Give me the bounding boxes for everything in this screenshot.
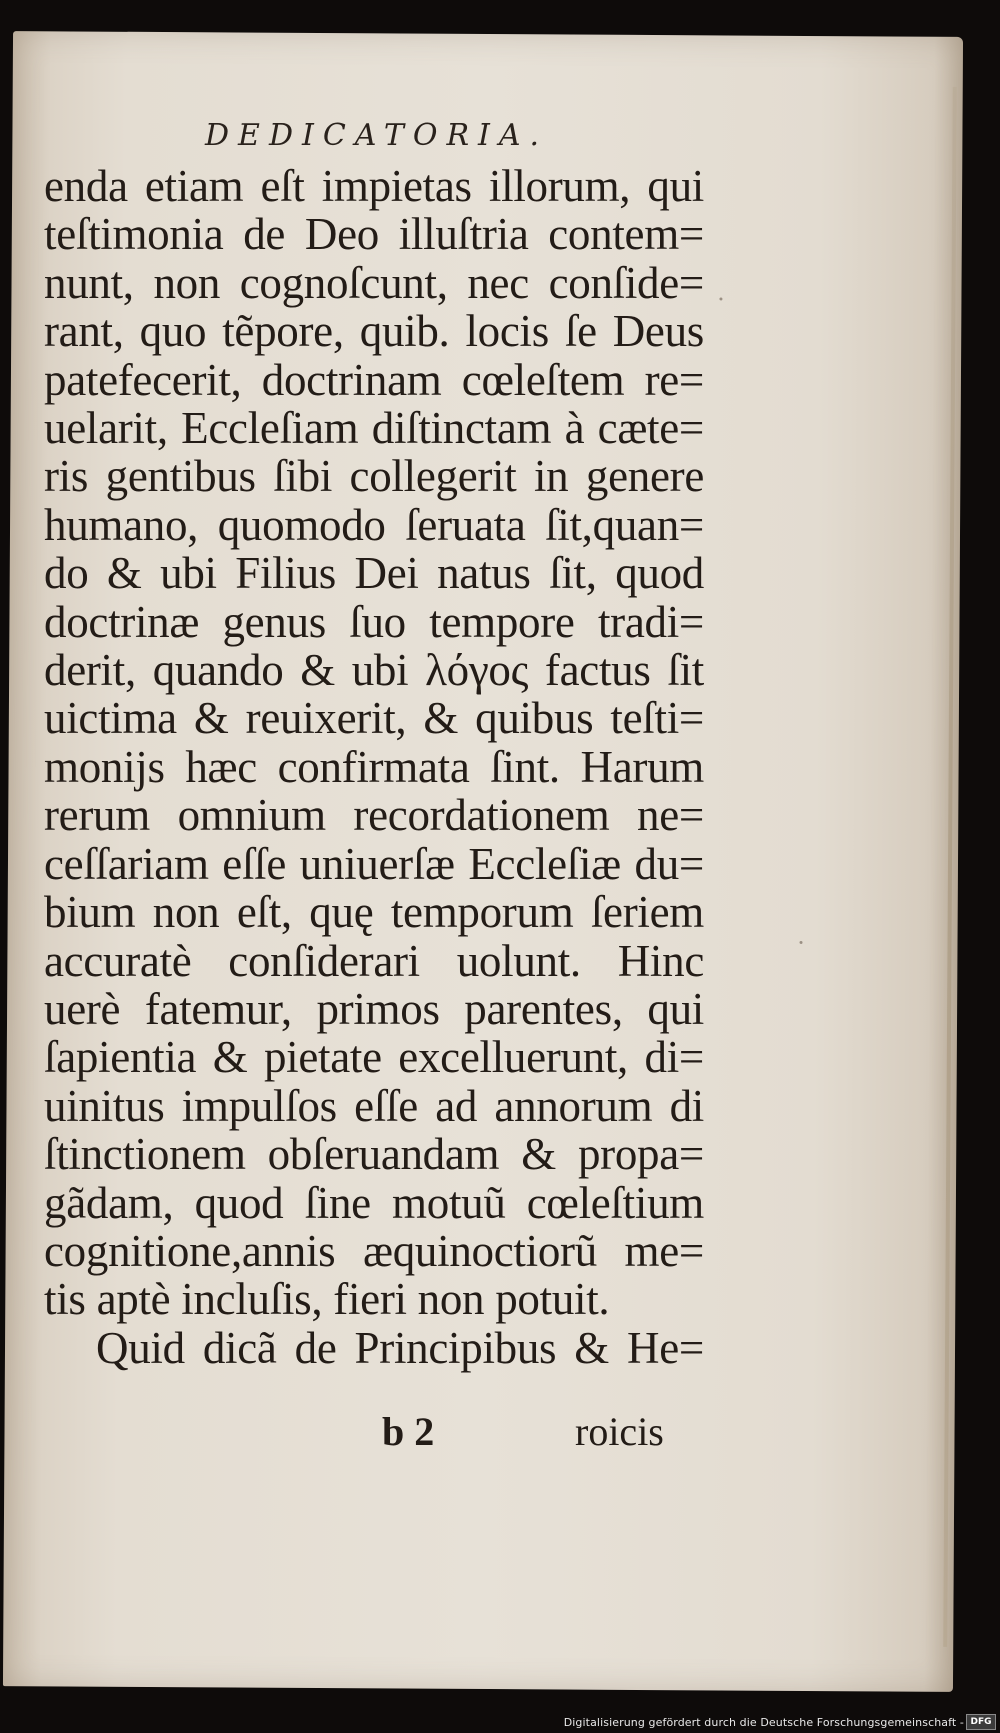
- page-edge-shadow: [943, 87, 957, 1647]
- text-line: teſtimonia de Deo illuſtria contem=: [44, 209, 704, 260]
- running-head: DEDICATORIA.: [205, 118, 549, 153]
- text-line: tis aptè incluſis, fieri non potuit.: [44, 1274, 610, 1325]
- text-line: uictima & reuixerit, & quibus teſti=: [44, 693, 704, 744]
- text-line: accuratè conſiderari uolunt. Hinc: [44, 935, 704, 986]
- text-line: nunt, non cognoſcunt, nec conſide=: [44, 257, 704, 308]
- text-line: humano, quomodo ſeruata ſit,quan=: [44, 499, 704, 550]
- text-line: derit, quando & ubi λόγος factus ſit: [44, 645, 704, 696]
- text-line: enda etiam eſt impietas illorum, qui: [44, 161, 704, 211]
- body-text: [44, 162, 704, 1372]
- text-line: cognitione,annis æquinoctiorũ me=: [44, 1225, 704, 1276]
- text-line: bium non eſt, quę temporum ſeriem: [44, 887, 704, 938]
- digitization-credit: Digitalisierung gefördert durch die Deutsche Forschungsgemeinschaft -: [563, 1716, 964, 1729]
- text-line: do & ubi Filius Dei natus ſit, quod: [44, 548, 704, 599]
- text-line: Quid dicã de Principibus & He=: [96, 1322, 704, 1373]
- text-line: uelarit, Eccleſiam diſtinctam à cæte=: [44, 403, 704, 454]
- text-line: rerum omnium recordationem ne=: [44, 790, 704, 841]
- paper-fleck: [800, 941, 803, 944]
- dfg-logo: DFG: [966, 1714, 996, 1730]
- text-line: uinitus impulſos eſſe ad annorum di: [44, 1080, 704, 1131]
- text-line: rant, quo tẽpore, quib. locis ſe Deus: [44, 306, 704, 357]
- text-line: ſtinctionem obſeruandam & propa=: [44, 1129, 704, 1180]
- text-line: gãdam, quod ſine motuũ cœleſtium: [44, 1177, 704, 1228]
- text-line: patefecerit, doctrinam cœleſtem re=: [44, 354, 704, 405]
- paper-fleck: [719, 297, 722, 300]
- signature-mark: b 2: [382, 1409, 435, 1454]
- text-line: ſapientia & pietate excelluerunt, di=: [44, 1032, 704, 1083]
- text-line: monijs hæc confirmata ſint. Harum: [44, 741, 704, 792]
- text-line: doctrinæ genus ſuo tempore tradi=: [44, 596, 704, 647]
- text-line: ris gentibus ſibi collegerit in genere: [44, 451, 704, 502]
- text-line: ceſſariam eſſe uniuerſæ Eccleſiæ du=: [44, 838, 704, 889]
- text-line: uerè fatemur, primos parentes, qui: [44, 983, 704, 1034]
- catchword: roicis: [575, 1409, 664, 1454]
